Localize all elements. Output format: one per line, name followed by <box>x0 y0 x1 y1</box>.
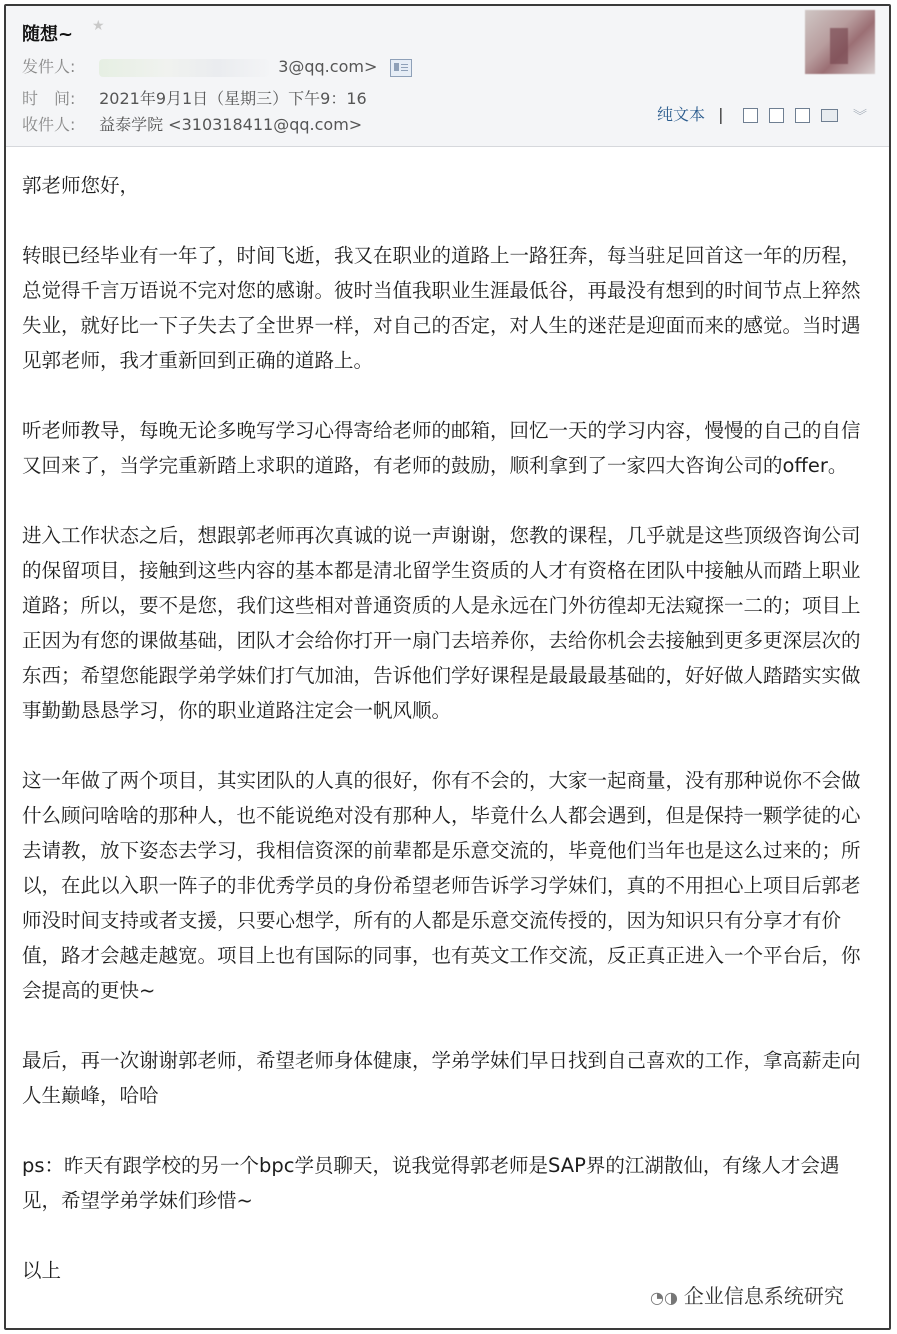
to-row <box>22 112 362 135</box>
to-value[interactable]: 益泰学院 <310318411@qq.com> <box>99 115 363 134</box>
new-window-icon[interactable] <box>743 108 758 123</box>
email-toolbar <box>657 102 867 126</box>
download-icon[interactable] <box>795 108 810 123</box>
body-paragraph: 郭老师您好， <box>22 174 140 197</box>
from-label: 发件人: <box>22 57 76 76</box>
from-row <box>22 54 412 77</box>
time-value: 2021年9月1日（星期三）下午9：16 <box>99 89 367 108</box>
print-icon[interactable] <box>821 109 838 122</box>
email-window <box>4 4 891 1330</box>
body-paragraph: ps：昨天有跟学校的另一个bpc学员聊天，说我觉得郭老师是SAP界的江湖散仙，有缘人才会遇见，希望学弟学妹们珍惜~ <box>22 1154 840 1212</box>
body-paragraph: 进入工作状态之后，想跟郭老师再次真诚的说一声谢谢，您教的课程，几乎就是这些顶级咨询公司的保留项目，接触到这些内容的基本都是清北留学生资质的人才有资格在团队中接触从而踏上职业道路；所以，要不是您，我们这些相对普通资质的人是永远在门外彷徨却无法窥探一二的；项目上正因为有您的课做基础，团队才会给你打开一扇门去培养你，去给你机会去接触到更多更深层次的东西；希望您能跟学弟学妹们打气加油，告诉他们学好课程是最最最基础的，好好做人踏踏实实做事勤勤恳恳学习，你的职业道路注定会一帆风顺。 <box>22 524 861 722</box>
plain-text-link[interactable]: 纯文本 <box>657 105 706 124</box>
time-label: 时 间: <box>22 89 76 108</box>
toolbar-separator: | <box>718 105 724 124</box>
watermark <box>650 1280 844 1309</box>
avatar-image <box>830 28 848 64</box>
body-paragraph: 最后，再一次谢谢郭老师，希望老师身体健康，学弟学妹们早日找到自己喜欢的工作，拿高薪走向人生巅峰，哈哈 <box>22 1049 861 1107</box>
email-body <box>22 168 868 1323</box>
body-paragraph: 转眼已经毕业有一年了，时间飞逝，我又在职业的道路上一路狂奔，每当驻足回首这一年的历程，总觉得千言万语说不完对您的感谢。彼时当值我职业生涯最低谷，再最没有想到的时间节点上猝然失业，就好比一下子失去了全世界一样，对自己的否定，对人生的迷茫是迎面而来的感觉。当时遇见郭老师，我才重新回到正确的道路上。 <box>22 244 861 372</box>
sender-name-redacted <box>99 59 269 77</box>
star-icon[interactable]: ★ <box>92 18 105 34</box>
email-subject: 随想~ <box>22 24 74 45</box>
contact-card-icon[interactable] <box>390 59 412 77</box>
wechat-icon: ◔◑ <box>650 1288 678 1307</box>
expand-chevron-icon[interactable]: ︾ <box>853 108 867 125</box>
to-label: 收件人: <box>22 115 76 134</box>
details-icon[interactable] <box>769 108 784 123</box>
email-header <box>6 6 889 147</box>
time-row <box>22 86 367 109</box>
body-paragraph: 以上 <box>22 1259 62 1282</box>
body-paragraph: 听老师教导，每晚无论多晚写学习心得寄给老师的邮箱，回忆一天的学习内容，慢慢的自己的自信又回来了，当学完重新踏上求职的道路，有老师的鼓励，顺利拿到了一家四大咨询公司的offer。 <box>22 419 861 477</box>
avatar[interactable] <box>805 10 875 74</box>
watermark-text: 企业信息系统研究 <box>683 1284 844 1308</box>
body-paragraph: 这一年做了两个项目，其实团队的人真的很好，你有不会的，大家一起商量，没有那种说你不会做什么顾问啥啥的那种人，也不能说绝对没有那种人，毕竟什么人都会遇到，但是保持一颗学徒的心去请教，放下姿态去学习，我相信资深的前辈都是乐意交流的，毕竟他们当年也是这么过来的；所以，在此以入职一阵子的非优秀学员的身份希望老师告诉学习学妹们，真的不用担心上项目后郭老师没时间支持或者支援，只要心想学，所有的人都是乐意交流传授的，因为知识只有分享才有价值，路才会越走越宽。项目上也有国际的同事，也有英文工作交流，反正真正进入一个平台后，你会提高的更快~ <box>22 769 861 1002</box>
from-address[interactable]: 3@qq.com> <box>278 57 378 76</box>
